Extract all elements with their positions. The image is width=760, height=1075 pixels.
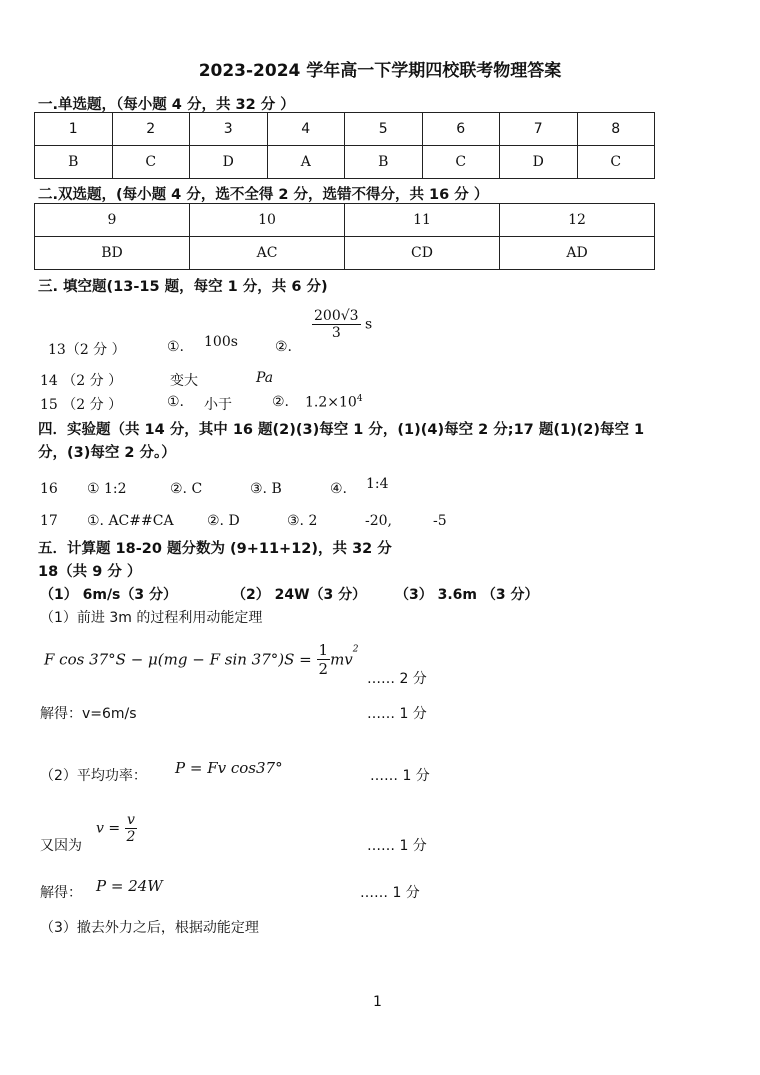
question-number: 1: [35, 113, 113, 146]
exponent: 4: [356, 394, 363, 404]
fraction-denominator: 2: [126, 829, 136, 845]
answer-cell: CD: [345, 237, 500, 270]
equation-lhs: v =: [96, 820, 121, 837]
step1-equation: [44, 641, 359, 678]
q18-answer-1: （1） 6m/s（3 分）: [40, 587, 178, 603]
answer-cell: B: [35, 146, 113, 179]
q17-label: 17: [40, 513, 58, 529]
step1-score: …… 2 分: [367, 671, 427, 687]
step2-score: …… 1 分: [370, 768, 430, 784]
step2-result-label: 解得：: [40, 885, 82, 901]
q17-answer-1: ①. AC##CA: [87, 513, 174, 529]
q14-answer-1: 变大: [170, 373, 198, 389]
answer-cell: D: [500, 146, 578, 179]
q18-answer-3: （3） 3.6m （3 分）: [395, 587, 539, 603]
q14-label: 14 （2 分 ）: [40, 373, 123, 389]
q13-label: 13（2 分 ）: [48, 342, 126, 358]
q15-marker-1: ①.: [167, 394, 185, 410]
question-number: 10: [190, 204, 345, 237]
step2-equation: P = Fv cos37°: [175, 759, 283, 777]
question-number: 12: [500, 204, 655, 237]
section-4-heading-line1: 四．实验题（共 14 分，其中 16 题(2)(3)每空 1 分，(1)(4)每空 2 分;17 题(1)(2)每空 1: [38, 422, 645, 438]
section-4-heading-line2: 分，(3)每空 2 分。）: [38, 445, 176, 461]
q13-answer-1: 100s: [204, 334, 238, 350]
q13-marker-1: ①.: [167, 339, 185, 355]
fraction-numerator: 200√3: [314, 308, 359, 324]
answer-cell: B: [345, 146, 423, 179]
step2-result-equation: P = 24W: [96, 877, 163, 895]
exponent: 2: [352, 644, 359, 655]
q16-answer-1: ① 1:2: [87, 481, 127, 497]
question-number: 8: [577, 113, 655, 146]
question-number: 11: [345, 204, 500, 237]
page-number: 1: [373, 994, 382, 1010]
answer-cell: BD: [35, 237, 190, 270]
q17-answer-5: -5: [433, 513, 447, 529]
section-1-heading: 一.单选题，（每小题 4 分，共 32 分 ）: [38, 97, 295, 113]
step2-eq2-score: …… 1 分: [367, 838, 427, 854]
q13-answer-2: [312, 308, 372, 341]
q17-answer-3: ③. 2: [287, 513, 318, 529]
question-number: 2: [112, 113, 190, 146]
question-number: 3: [190, 113, 268, 146]
table-row: [35, 204, 655, 237]
q13-marker-2: ②.: [275, 339, 293, 355]
q15-marker-2: ②.: [272, 394, 290, 410]
answer-cell: D: [190, 146, 268, 179]
step2-equation-2: [96, 812, 137, 845]
q14-answer-2: Pa: [256, 370, 274, 386]
answer-cell: AC: [190, 237, 345, 270]
table-row: [35, 113, 655, 146]
q16-label: 16: [40, 481, 58, 497]
answer-cell: A: [267, 146, 345, 179]
step2-because: 又因为: [40, 838, 82, 854]
question-number: 9: [35, 204, 190, 237]
fraction-numerator: 1: [318, 641, 329, 659]
question-number: 4: [267, 113, 345, 146]
q17-answer-4: -20,: [365, 513, 392, 529]
single-choice-table: [34, 112, 655, 179]
step3-intro: （3）撤去外力之后，根据动能定理: [40, 920, 259, 936]
step2-result-score: …… 1 分: [360, 885, 420, 901]
step2-intro: （2）平均功率：: [40, 768, 147, 784]
equation-lhs: F cos 37°S − μ(mg − F sin 37°)S =: [44, 650, 312, 669]
double-choice-table: [34, 203, 655, 270]
section-3-heading: 三. 填空题(13-15 题，每空 1 分，共 6 分): [38, 279, 328, 295]
q16-answer-2: ②. C: [170, 481, 203, 497]
q18-answer-2: （2） 24W（3 分）: [232, 587, 367, 603]
question-number: 7: [500, 113, 578, 146]
equation-rhs: mv: [330, 650, 353, 669]
table-row: [35, 237, 655, 270]
q16-marker-4: ④.: [330, 481, 348, 497]
q15-label: 15 （2 分 ）: [40, 397, 123, 413]
fraction-denominator: 2: [318, 660, 329, 678]
section-5-heading: 五．计算题 18-20 题分数为 (9+11+12)，共 32 分: [38, 541, 392, 557]
q16-answer-4: 1:4: [366, 476, 389, 492]
q17-answer-2: ②. D: [207, 513, 240, 529]
answer-cell: C: [422, 146, 500, 179]
q15-answer-1: 小于: [204, 397, 232, 413]
table-row: [35, 146, 655, 179]
question-number: 6: [422, 113, 500, 146]
q16-answer-3: ③. B: [250, 481, 282, 497]
q15-answer-2-base: 1.2×10: [305, 394, 357, 411]
step1-result-score: …… 1 分: [367, 706, 427, 722]
section-2-heading: 二.双选题，(每小题 4 分，选不全得 2 分，选错不得分，共 16 分 ）: [38, 187, 489, 203]
question-number: 5: [345, 113, 423, 146]
answer-cell: C: [112, 146, 190, 179]
unit: s: [365, 316, 373, 333]
answer-cell: AD: [500, 237, 655, 270]
q15-answer-2: [305, 394, 363, 411]
q18-heading: 18（共 9 分 ）: [38, 564, 142, 580]
fraction-denominator: 3: [331, 325, 341, 341]
fraction-numerator: v: [125, 812, 138, 829]
step1-result: 解得：v=6m/s: [40, 706, 137, 722]
answer-cell: C: [577, 146, 655, 179]
page-title: 2023-2024 学年高一下学期四校联考物理答案: [198, 61, 562, 81]
step1-intro: （1）前进 3m 的过程利用动能定理: [40, 610, 263, 626]
